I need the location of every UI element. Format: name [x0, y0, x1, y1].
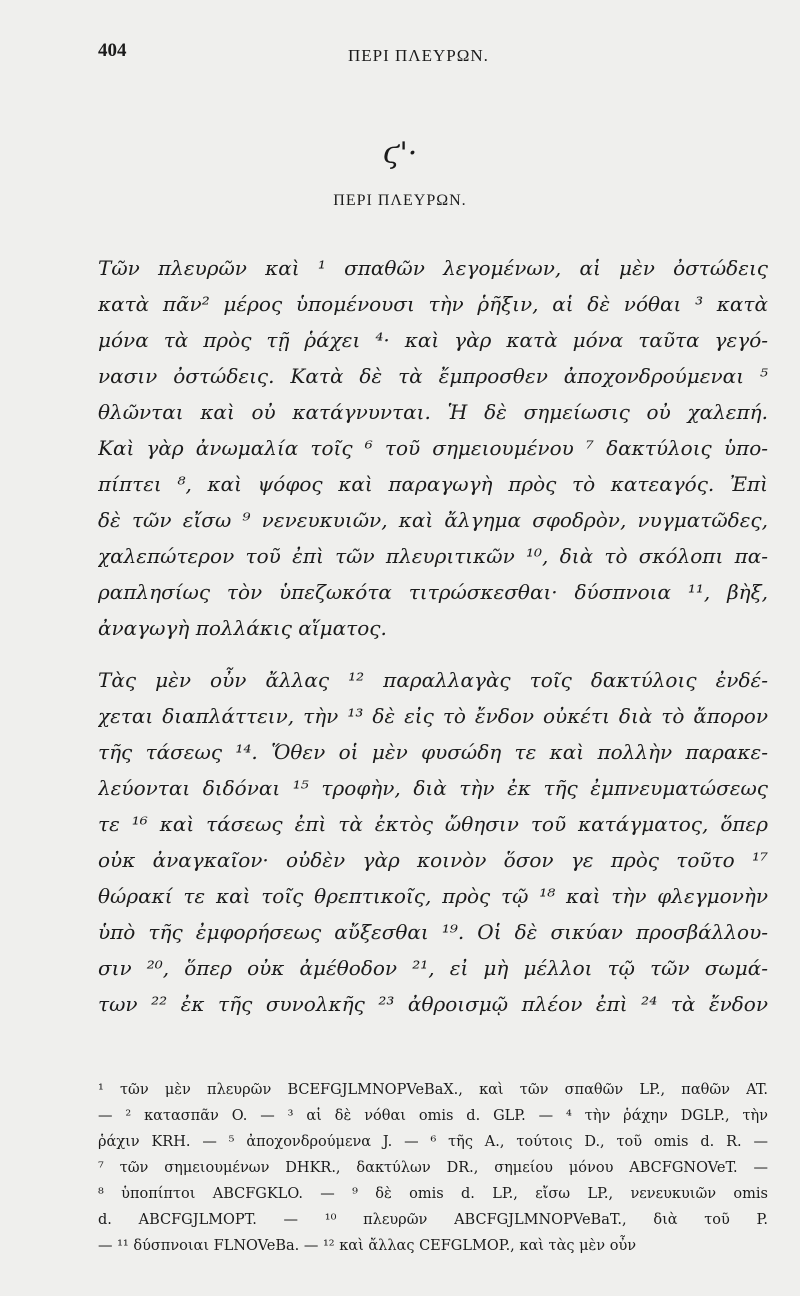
paragraph-2 [98, 662, 768, 1022]
text-line: τῆς τάσεως ¹⁴. Ὅθεν οἱ μὲν φυσώδη τε καὶ πολλὴν παρακε- [98, 740, 768, 764]
footnote-line: — ² κατασπᾶν O. — ³ αἱ δὲ νόθαι omis d. GLP. — ⁴ τὴν ῥάχην DGLP., τὴν [98, 1108, 768, 1124]
text-line: μόνα τὰ πρὸς τῇ ῥάχει ⁴· καὶ γὰρ κατὰ μόνα ταῦτα γεγό- [98, 328, 768, 352]
footnote-line: ⁷ τῶν σημειουμένων DHKR., δακτύλων DR., σημείου μόνου ABCFGNOVeT. — [98, 1160, 768, 1176]
text-line: χαλεπώτερον τοῦ ἐπὶ τῶν πλευριτικῶν ¹⁰, διὰ τὸ σκόλοπι πα- [98, 544, 768, 568]
footnote-line: ¹ τῶν μὲν πλευρῶν BCEFGJLMNOPVeBaX., καὶ τῶν σπαθῶν LP., παθῶν AT. [98, 1082, 768, 1098]
footnote-line: — ¹¹ δύσπνοιαι FLNOVeBa. — ¹² καὶ ἄλλας CEFGLMOP., καὶ τὰς μὲν οὖν [98, 1238, 637, 1254]
text-line: ραπλησίως τὸν ὑπεζωκότα τιτρώσκεσθαι· δύσπνοια ¹¹, βὴξ, [98, 580, 768, 604]
footnote-line: ⁸ ὑποπίπτοι ABCFGKLO. — ⁹ δὲ omis d. LP., εἴσω LP., νενευκυιῶν omis [98, 1186, 768, 1202]
text-line: ὑπὸ τῆς ἐμφορήσεως αὔξεσθαι ¹⁹. Οἱ δὲ σικύαν προσβάλλου- [98, 920, 768, 944]
running-head [98, 40, 730, 74]
page-number: 404 [98, 40, 127, 61]
chapter-title: ΠΕΡΙ ΠΛΕΥΡΩΝ. [333, 192, 467, 209]
text-line: δὲ τῶν εἴσω ⁹ νενευκυιῶν, καὶ ἄλγημα σφοδρὸν, νυγματῶδες, [98, 508, 768, 532]
text-line: σιν ²⁰, ὅπερ οὐκ ἀμέθοδον ²¹, εἰ μὴ μέλλοι τῷ τῶν σωμά- [98, 956, 768, 980]
text-line: τε ¹⁶ καὶ τάσεως ἐπὶ τὰ ἐκτὸς ὤθησιν τοῦ κατάγματος, ὅπερ [98, 812, 768, 836]
text-line: νασιν ὀστώδεις. Κατὰ δὲ τὰ ἔμπροσθεν ἀποχονδρούμεναι ⁵ [98, 364, 768, 388]
text-line: Καὶ γὰρ ἀνωμαλία τοῖς ⁶ τοῦ σημειουμένου ⁷ δακτύλοις ὑπο- [98, 436, 768, 460]
text-line: των ²² ἐκ τῆς συνολκῆς ²³ ἀθροισμῷ πλέον ἐπὶ ²⁴ τὰ ἔνδον [98, 992, 768, 1016]
text-line: οὐκ ἀναγκαῖον· οὐδὲν γὰρ κοινὸν ὅσον γε πρὸς τοῦτο ¹⁷ [98, 848, 768, 872]
text-line: ἀναγωγὴ πολλάκις αἵματος. [98, 616, 387, 640]
chapter-numeral: ϛ'· [382, 136, 418, 171]
footnotes [98, 1077, 768, 1259]
text-line: Τὰς μὲν οὖν ἄλλας ¹² παραλλαγὰς τοῖς δακτύλοις ἐνδέ- [98, 668, 768, 692]
text-line: χεται διαπλάττειν, τὴν ¹³ δὲ εἰς τὸ ἔνδον οὐκέτι διὰ τὸ ἄπορον [98, 704, 768, 728]
footnote-line: ῥάχιν KRH. — ⁵ ἀποχονδρούμενα J. — ⁶ τῆς A., τούτοις D., τοῦ omis d. R. — [98, 1134, 768, 1150]
running-title: ΠΕΡΙ ΠΛΕΥΡΩΝ. [348, 46, 489, 65]
text-line: θώρακί τε καὶ τοῖς θρεπτικοῖς, πρὸς τῷ ¹⁸ καὶ τὴν φλεγμονὴν [98, 884, 768, 908]
text-line: λεύονται διδόναι ¹⁵ τροφὴν, διὰ τὴν ἐκ τῆς ἐμπνευματώσεως [98, 776, 768, 800]
text-line: Τῶν πλευρῶν καὶ ¹ σπαθῶν λεγομένων, αἱ μὲν ὀστώδεις [98, 256, 768, 280]
text-line: πίπτει ⁸, καὶ ψόφος καὶ παραγωγὴ πρὸς τὸ κατεαγός. Ἐπὶ [98, 472, 768, 496]
footnote-line: d. ABCFGJLMOPT. — ¹⁰ πλευρῶν ABCFGJLMNOPVeBaT., διὰ τοῦ P. [98, 1212, 768, 1228]
text-line: θλῶνται καὶ οὐ κατάγνυνται. Ἡ δὲ σημείωσις οὐ χαλεπή. [98, 400, 768, 424]
paragraph-1 [98, 250, 768, 646]
text-line: κατὰ πᾶν² μέρος ὑπομένουσι τὴν ῥῆξιν, αἱ δὲ νόθαι ³ κατὰ [98, 292, 768, 316]
